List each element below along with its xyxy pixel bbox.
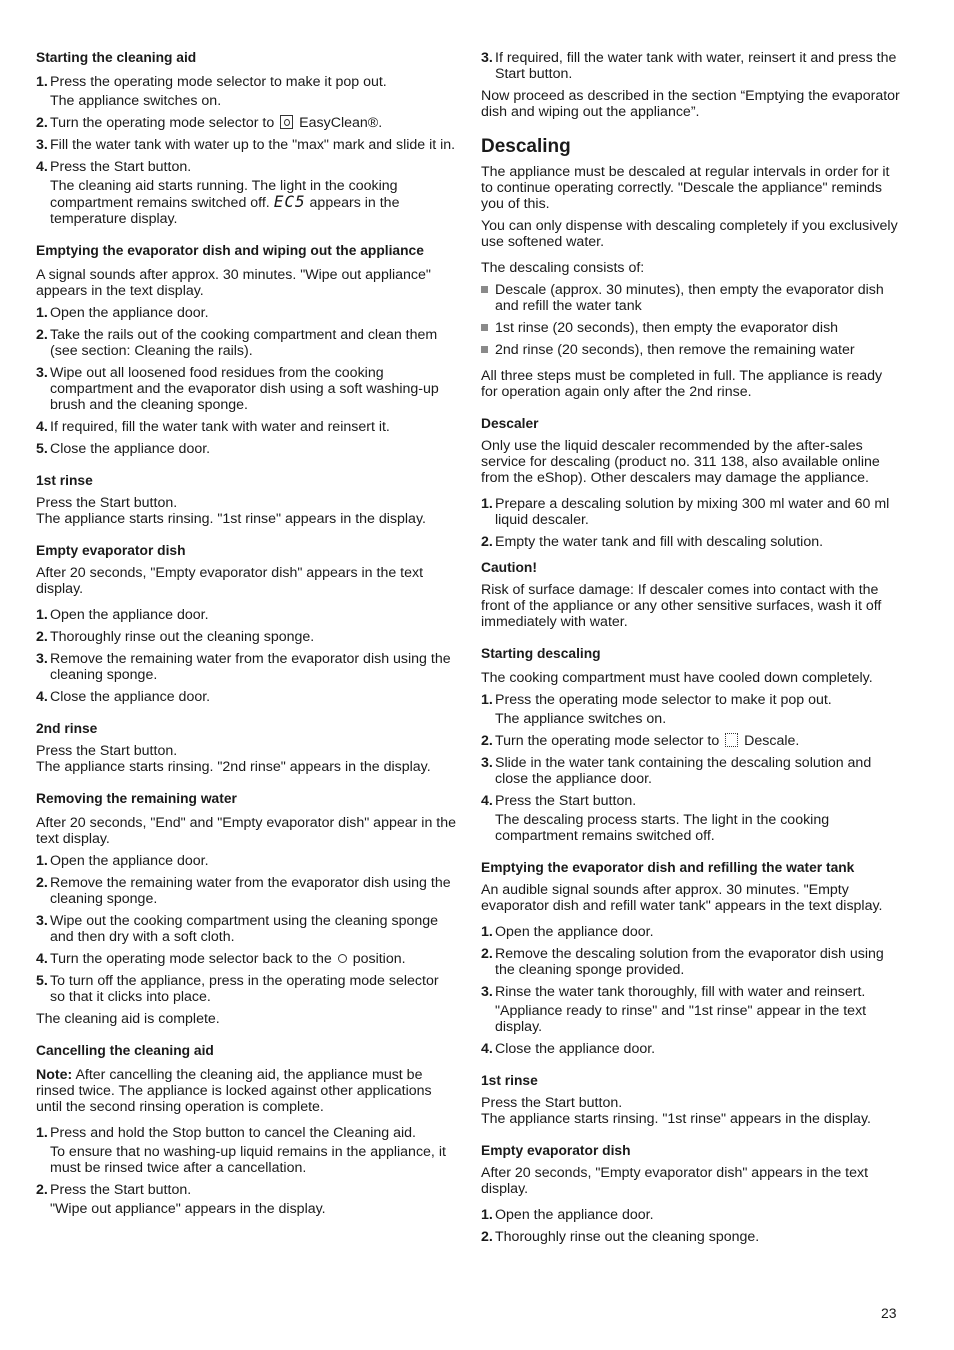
- list-item: 3. Rinse the water tank thoroughly, fill with water and reinsert. "Appliance ready to rinse" and "1st rinse" appear in the text display.: [481, 984, 867, 1035]
- heading-removing-remaining-water: Removing the remaining water: [36, 791, 237, 806]
- list-item: 2. Empty the water tank and fill with descaling solution.: [481, 534, 824, 550]
- list-item: 2. Thoroughly rinse out the cleaning sponge.: [36, 629, 315, 645]
- bullet-square-icon: [481, 346, 488, 353]
- list-item: 3. Remove the remaining water from the evaporator dish using the cleaning sponge.: [36, 651, 451, 683]
- heading-starting-cleaning-aid: Starting the cleaning aid: [36, 50, 197, 65]
- list-item: 1. Open the appliance door.: [36, 853, 209, 869]
- list-item: 3. Slide in the water tank containing the descaling solution and close the appliance door.: [481, 755, 872, 787]
- heading-starting-descaling: Starting descaling: [481, 646, 601, 661]
- page-number: 23: [881, 1305, 897, 1321]
- list-item: 1. Press the operating mode selector to make it pop out. The appliance switches on.: [36, 74, 387, 109]
- list-item: 4. Press the Start button. The cleaning aid starts running. The light in the cooking compartment remains switched off. EC5 appears in the temperature display.: [36, 159, 400, 227]
- list-item: 4. Close the appliance door.: [36, 689, 211, 705]
- list-item: 4. Press the Start button. The descaling process starts. The light in the cooking compartment remains switched off.: [481, 793, 830, 844]
- heading-refilling: Emptying the evaporator dish and refilling the water tank: [481, 860, 855, 875]
- heading-1st-rinse-descaling: 1st rinse: [481, 1073, 538, 1088]
- list-item: 2. Turn the operating mode selector to Descale.: [481, 733, 800, 749]
- list-item: 1st rinse (20 seconds), then empty the evaporator dish: [481, 320, 901, 336]
- heading-empty-evaporator-dish: Empty evaporator dish: [36, 543, 186, 558]
- list-item: 5. To turn off the appliance, press in the operating mode selector so that it clicks into place.: [36, 973, 439, 1005]
- section-title-descaling: Descaling: [481, 136, 571, 157]
- list-item: 4. Close the appliance door.: [481, 1041, 656, 1057]
- list-item: 3. Fill the water tank with water up to the "max" mark and slide it in.: [36, 137, 456, 153]
- list-item: 3. Wipe out the cooking compartment using the cleaning sponge and then dry with a soft cloth.: [36, 913, 439, 945]
- list-item: Descale (approx. 30 minutes), then empty the evaporator dish and refill the water tank: [481, 282, 901, 314]
- off-position-icon: [338, 954, 347, 963]
- left-column: Starting the cleaning aid 1. Press the operating mode selector to make it pop out. The appliance switches on. 2. Turn the operating mode selector to EasyClean®. 3. Fill the water tank with water up to the "max" mark and slide it in. 4. Press the Start button. The cleaning aid starts running. The light in the cooking compartment remains switched off. EC5 appears in the temperature display. Emptying the evaporator dish and wiping out the appliance A signal sounds after approx. 30 minutes. "Wipe out appliance" appears in the text display. 1. Open the appliance door. 2. Take the rails out of the cooking compartment and clean them (see section: Cleaning the rails). 3. Wipe out all loosened food residues from the cooking compartment and the evaporator dish using a soft washing-up brush and the cleaning sponge. 4. If required, fill the water tank with water and reinsert it. 5. Close the appliance door. 1st rinse Press the Start button. The appliance starts rinsing. "1st rinse" appears in the display. Empty evaporator dish After 20 seconds, "Empty evaporator dish" appears in the text display. 1. Open the appliance door. 2. Thoroughly rinse out the cleaning sponge. 3. Remove the remaining water from the evaporator dish using the cleaning sponge. 4. Close the appliance door. 2nd rinse Press the Start button. The appliance starts rinsing. "2nd rinse" appears in the display. Removing the remaining water After 20 seconds, "End" and "Empty evaporator dish" appear in the text display. 1. Open the appliance door. 2. Remove the remaining water from the evaporator dish using the cleaning sponge. 3. Wipe out the cooking compartment using the cleaning sponge and then dry with a soft cloth. 4. Turn the operating mode selector back to the position. 5. To turn off the appliance, press in the operating mode selector so that it clicks into place. The cleaning aid is complete. Cancelling the cleaning aid Note: After cancelling the cleaning aid, the appliance must be rinsed twice. The appliance is locked against other applications until the second rinsing operation is complete. 1. Press and hold the Stop button to cancel the Cleaning aid. To ensure that no washing-up liquid remains in the appliance, it must be rinsed twice after a cancellation. 2. Press the Start button. "Wipe out appliance" appears in the display.: [36, 50, 457, 1217]
- note: Note: After cancelling the cleaning aid, the appliance must be rinsed twice. The appliance is locked against other applications until the second rinsing operation is complete.: [36, 1067, 432, 1115]
- list-item: 1. Open the appliance door.: [481, 924, 654, 940]
- list-item: 1. Press and hold the Stop button to cancel the Cleaning aid. To ensure that no washing-up liquid remains in the appliance, it must be rinsed twice after a cancellation.: [36, 1125, 446, 1176]
- bullet-square-icon: [481, 324, 488, 331]
- ecs-display-symbol: EC5: [273, 192, 306, 211]
- list-item: 2. Press the Start button. "Wipe out appliance" appears in the display.: [36, 1182, 326, 1217]
- heading-descaler: Descaler: [481, 416, 539, 431]
- list-item: 2. Remove the remaining water from the evaporator dish using the cleaning sponge.: [36, 875, 451, 907]
- list-item: 4. Turn the operating mode selector back to the position.: [36, 951, 406, 967]
- list-item: 1. Open the appliance door.: [36, 305, 209, 321]
- list-item: 2. Thoroughly rinse out the cleaning sponge.: [481, 1229, 760, 1245]
- list-item: 1. Press the operating mode selector to make it pop out. The appliance switches on.: [481, 692, 832, 727]
- list-item: 2. Take the rails out of the cooking compartment and clean them (see section: Cleaning the rails).: [36, 327, 438, 359]
- list-item: 2nd rinse (20 seconds), then remove the remaining water: [481, 342, 901, 358]
- heading-1st-rinse: 1st rinse: [36, 473, 93, 488]
- list-item: 3. Wipe out all loosened food residues from the cooking compartment and the evaporator dish using a soft washing-up brush and the cleaning sponge.: [36, 365, 439, 413]
- list-item: 5. Close the appliance door.: [36, 441, 211, 457]
- heading-empty-evaporator-dish-descaling: Empty evaporator dish: [481, 1143, 631, 1158]
- list-item: 1. Open the appliance door.: [36, 607, 209, 623]
- list-item: 1. Open the appliance door.: [481, 1207, 654, 1223]
- heading-cancelling: Cancelling the cleaning aid: [36, 1043, 214, 1058]
- list-item: 4. If required, fill the water tank with water and reinsert it.: [36, 419, 390, 435]
- list-item: 3. If required, fill the water tank with water, reinsert it and press the Start button.: [481, 50, 897, 82]
- easyclean-icon: [280, 115, 293, 129]
- heading-caution: Caution!: [481, 560, 537, 575]
- list-item: 1. Prepare a descaling solution by mixing 300 ml water and 60 ml liquid descaler.: [481, 496, 890, 528]
- heading-emptying: Emptying the evaporator dish and wiping out the appliance: [36, 243, 424, 258]
- right-column: 3. If required, fill the water tank with water, reinsert it and press the Start button. Now proceed as described in the section “Emptying the evaporator dish and wiping out the appliance”. Descaling The appliance must be descaled at regular intervals in order for it to continue operating correctly. "Descale the appliance" reminds you of this. You can only dispense with descaling completely if you exclusively use softened water. The descaling consists of: Descale (approx. 30 minutes), then empty the evaporator dish and refill the water tank 1st rinse (20 seconds), then empty the evaporator dish 2nd rinse (20 seconds), then remove the remaining water All three steps must be completed in full. The appliance is ready for operation again only after the 2nd rinse. Descaler Only use the liquid descaler recommended by the after-sales service for descaling (product no. 311 138, also available online from the eShop). Other descalers may damage the appliance. 1. Prepare a descaling solution by mixing 300 ml water and 60 ml liquid descaler. 2. Empty the water tank and fill with descaling solution. Caution! Risk of surface damage: If descaler comes into contact with the front of the appliance or any other sensitive surfaces, wash it off immediately with water. Starting descaling The cooking compartment must have cooled down completely. 1. Press the operating mode selector to make it pop out. The appliance switches on. 2. Turn the operating mode selector to Descale. 3. Slide in the water tank containing the descaling solution and close the appliance door. 4. Press the Start button. The descaling process starts. The light in the cooking compartment remains switched off. Emptying the evaporator dish and refilling the water tank An audible signal sounds after approx. 30 minutes. "Empty evaporator dish and refill water tank" appears in the text display. 1. Open the appliance door. 2. Remove the descaling solution from the evaporator dish using the cleaning sponge provided. 3. Rinse the water tank thoroughly, fill with water and reinsert. "Appliance ready to rinse" and "1st rinse" appear in the text display. 4. Close the appliance door. 1st rinse Press the Start button. The appliance starts rinsing. "1st rinse" appears in the display. Empty evaporator dish After 20 seconds, "Empty evaporator dish" appears in the text display. 1. Open the appliance door. 2. Thoroughly rinse out the cleaning sponge.: [481, 50, 900, 1245]
- bullet-square-icon: [481, 286, 488, 293]
- list-item: 2. Remove the descaling solution from the evaporator dish using the cleaning sponge provided.: [481, 946, 884, 978]
- heading-2nd-rinse: 2nd rinse: [36, 721, 98, 736]
- list-item: 2. Turn the operating mode selector to EasyClean®.: [36, 115, 383, 131]
- descale-icon: [725, 733, 738, 747]
